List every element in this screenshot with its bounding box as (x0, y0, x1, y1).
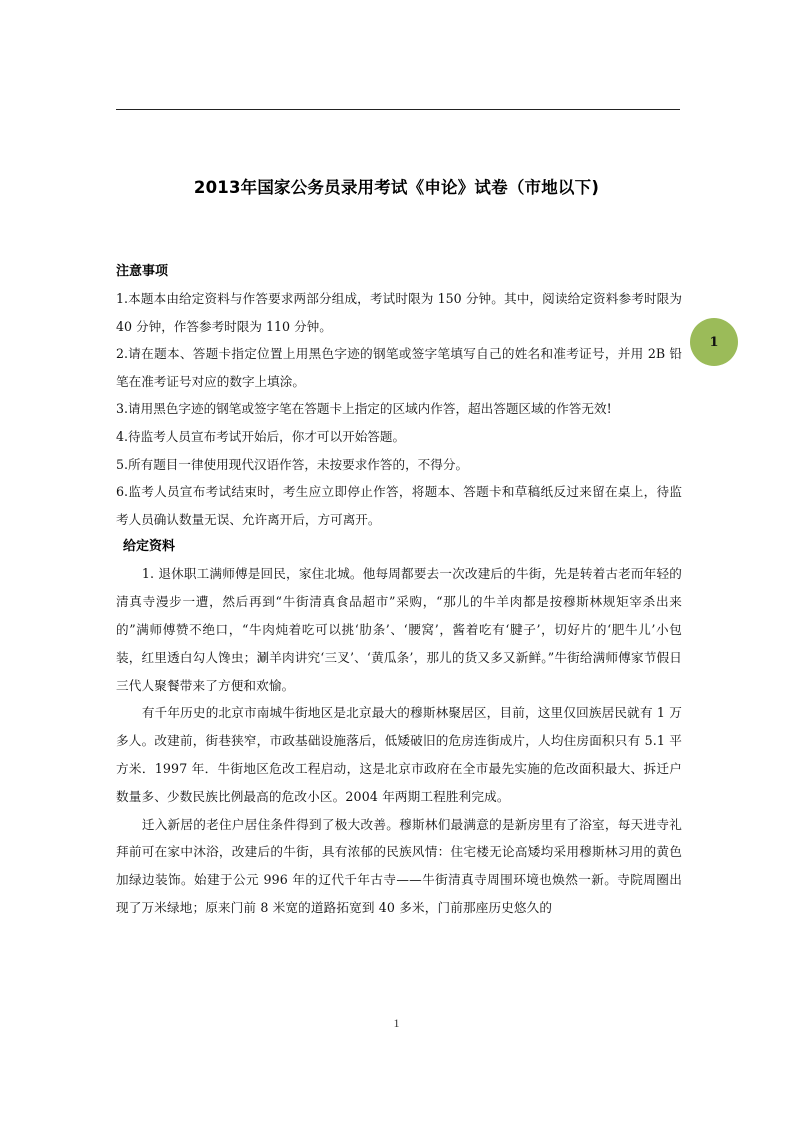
document-title: 2013年国家公务员录用考试《申论》试卷（市地以下) (193, 178, 600, 197)
notice-item-3: 3.请用黑色字迹的钢笔或签字笔在答题卡上指定的区域内作答，超出答题区域的作答无效! (116, 401, 612, 417)
page-number-badge-label: 1 (709, 334, 719, 350)
document-body (116, 258, 682, 922)
material-paragraph-3: 迁入新居的老住户居住条件得到了极大改善。穆斯林们最满意的是新房里有了浴室，每天进寺礼拜前可在家中沐浴，改建后的牛街，具有浓郁的民族风情：住宅楼无论高矮均采用穆斯林习用的黄色加绿边装饰。始建于公元 996 年的辽代千年古寺——牛街清真寺周围环境也焕然一新。寺院周圈出现了万米绿地；原来门前 8 米宽的道路拓宽到 40 多米，门前那座历史悠久的 (116, 816, 682, 915)
notice-item-1: 1.本题本由给定资料与作答要求两部分组成，考试时限为 150 分钟。其中，阅读给定资料参考时限为 40 分钟，作答参考时限为 110 分钟。 (116, 291, 682, 334)
material-paragraph-2: 有千年历史的北京市南城牛街地区是北京最大的穆斯林聚居区，目前，这里仅回族居民就有 1 万多人。改建前，街巷狭窄，市政基础设施落后，低矮破旧的危房连街成片，人均住房面积只有 5.1 平方米．1997 年．牛街地区危改工程启动，这是北京市政府在全市最先实施的危改面积最大、拆迁户数量多、少数民族比例最高的危改小区。2004 年两期工程胜利完成。 (116, 705, 682, 804)
notice-item-5: 5.所有题目一律使用现代汉语作答，未按要求作答的，不得分。 (116, 456, 469, 472)
page-footer-number: 1 (393, 1016, 400, 1030)
header-rule (116, 109, 680, 110)
notice-heading: 注意事项 (116, 264, 169, 279)
materials-heading: 给定资料 (123, 539, 176, 555)
notice-item-6: 6.监考人员宣布考试结束时，考生应立即停止作答，将题本、答题卡和草稿纸反过来留在桌上，待监考人员确认数量无误、允许离开后，方可离开。 (116, 484, 682, 527)
notice-item-2: 2.请在题本、答题卡指定位置上用黑色字迹的钢笔或签字笔填写自己的姓名和准考证号，并用 2B 铅笔在准考证号对应的数字上填涂。 (116, 346, 682, 389)
notice-item-4: 4.待监考人员宣布考试开始后，你才可以开始答题。 (116, 428, 406, 444)
page-number-badge (690, 318, 738, 366)
material-paragraph-1: 1. 退休职工满师傅是回民，家住北城。他每周都要去一次改建后的牛街，先是转着古老而年轻的清真寺漫步一遭，然后再到“牛街清真食品超市”采购，“那儿的牛羊肉都是按穆斯林规矩宰杀出来的”满师傅赞不绝口，“牛肉炖着吃可以挑‘肋条’、‘腰窝’，酱着吃有‘腱子’，切好片的‘肥牛儿’小包装，红里透白勾人馋虫；涮羊肉讲究‘三叉’、‘黄瓜条’，那儿的货又多又新鲜。”牛街给满师傅家节假日三代人聚餐带来了方便和欢愉。 (116, 566, 682, 693)
